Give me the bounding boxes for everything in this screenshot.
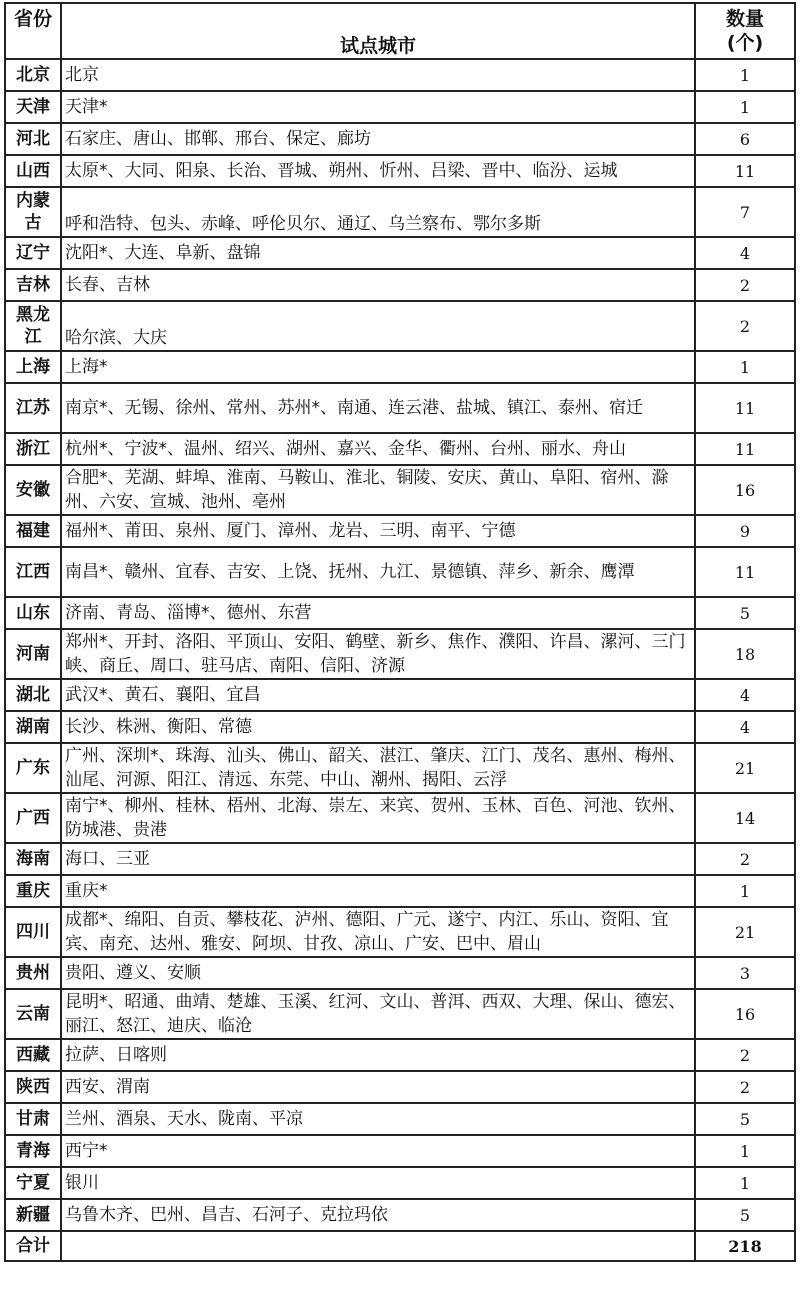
table-row — [5, 301, 795, 351]
cities-cell: 武汉*、黄石、襄阳、宜昌 — [61, 679, 695, 711]
table-row — [5, 59, 795, 91]
province-cell: 新疆 — [5, 1199, 61, 1231]
cities-cell: 天津* — [61, 91, 695, 123]
table-row — [5, 1199, 795, 1231]
province-cell: 四川 — [5, 907, 61, 957]
province-cell: 吉林 — [5, 269, 61, 301]
count-cell: 2 — [695, 301, 795, 351]
cities-cell: 石家庄、唐山、邯郸、邢台、保定、廊坊 — [61, 123, 695, 155]
cities-cell: 乌鲁木齐、巴州、昌吉、石河子、克拉玛依 — [61, 1199, 695, 1231]
header-count-line2: (个) — [726, 32, 764, 54]
cities-cell: 长春、吉林 — [61, 269, 695, 301]
table-row — [5, 743, 795, 793]
province-cell: 湖南 — [5, 711, 61, 743]
count-cell: 16 — [695, 989, 795, 1039]
cities-cell: 福州*、莆田、泉州、厦门、漳州、龙岩、三明、南平、宁德 — [61, 515, 695, 547]
header-count-line1: 数量 — [725, 8, 764, 30]
cities-cell: 上海* — [61, 351, 695, 383]
count-cell: 7 — [695, 187, 795, 237]
cities-cell: 西宁* — [61, 1135, 695, 1167]
count-cell: 11 — [695, 155, 795, 187]
table-row — [5, 989, 795, 1039]
cities-cell: 哈尔滨、大庆 — [61, 301, 695, 351]
table-row — [5, 711, 795, 743]
province-cell: 福建 — [5, 515, 61, 547]
province-cell: 广西 — [5, 793, 61, 843]
count-cell: 21 — [695, 907, 795, 957]
table-row — [5, 1071, 795, 1103]
count-cell: 1 — [695, 1167, 795, 1199]
count-cell: 11 — [695, 433, 795, 465]
table-row — [5, 1039, 795, 1071]
cities-cell: 昆明*、昭通、曲靖、楚雄、玉溪、红河、文山、普洱、西双、大理、保山、德宏、丽江、怒江、迪庆、临沧 — [61, 989, 695, 1039]
table-row — [5, 679, 795, 711]
count-cell: 6 — [695, 123, 795, 155]
table-row — [5, 433, 795, 465]
table-row — [5, 155, 795, 187]
table-row — [5, 1103, 795, 1135]
count-cell: 4 — [695, 711, 795, 743]
province-cell: 上海 — [5, 351, 61, 383]
province-cell: 内蒙古 — [5, 187, 61, 237]
cities-cell: 贵阳、遵义、安顺 — [61, 957, 695, 989]
cities-cell: 海口、三亚 — [61, 843, 695, 875]
province-cell: 辽宁 — [5, 237, 61, 269]
table-row — [5, 383, 795, 433]
cities-cell: 拉萨、日喀则 — [61, 1039, 695, 1071]
province-cell: 广东 — [5, 743, 61, 793]
table-row — [5, 237, 795, 269]
count-cell: 11 — [695, 383, 795, 433]
cities-cell: 沈阳*、大连、阜新、盘锦 — [61, 237, 695, 269]
cities-cell: 呼和浩特、包头、赤峰、呼伦贝尔、通辽、乌兰察布、鄂尔多斯 — [61, 187, 695, 237]
province-cell: 天津 — [5, 91, 61, 123]
province-cell: 海南 — [5, 843, 61, 875]
count-cell: 5 — [695, 1103, 795, 1135]
cities-cell: 西安、渭南 — [61, 1071, 695, 1103]
table-body — [5, 59, 795, 1231]
province-cell: 重庆 — [5, 875, 61, 907]
total-label: 合计 — [5, 1231, 61, 1261]
cities-cell: 南宁*、柳州、桂林、梧州、北海、崇左、来宾、贺州、玉林、百色、河池、钦州、防城港、贵港 — [61, 793, 695, 843]
province-cell: 山东 — [5, 597, 61, 629]
count-cell: 11 — [695, 547, 795, 597]
total-cities — [61, 1231, 695, 1261]
province-cell: 湖北 — [5, 679, 61, 711]
province-cell: 河南 — [5, 629, 61, 679]
count-cell: 2 — [695, 843, 795, 875]
cities-cell: 太原*、大同、阳泉、长治、晋城、朔州、忻州、吕梁、晋中、临汾、运城 — [61, 155, 695, 187]
count-cell: 14 — [695, 793, 795, 843]
count-cell: 1 — [695, 1135, 795, 1167]
table-row — [5, 597, 795, 629]
cities-cell: 广州、深圳*、珠海、汕头、佛山、韶关、湛江、肇庆、江门、茂名、惠州、梅州、汕尾、河源、阳江、清远、东莞、中山、潮州、揭阳、云浮 — [61, 743, 695, 793]
cities-cell: 合肥*、芜湖、蚌埠、淮南、马鞍山、淮北、铜陵、安庆、黄山、阜阳、宿州、滁州、六安、宣城、池州、亳州 — [61, 465, 695, 515]
table-row — [5, 629, 795, 679]
province-cell: 黑龙江 — [5, 301, 61, 351]
province-cell: 浙江 — [5, 433, 61, 465]
table-row — [5, 351, 795, 383]
cities-cell: 银川 — [61, 1167, 695, 1199]
count-cell: 21 — [695, 743, 795, 793]
header-province: 省份 — [5, 3, 61, 59]
count-cell: 4 — [695, 237, 795, 269]
table-row — [5, 465, 795, 515]
table-row — [5, 1167, 795, 1199]
total-count: 218 — [695, 1231, 795, 1261]
province-cell: 云南 — [5, 989, 61, 1039]
count-cell: 4 — [695, 679, 795, 711]
header-count — [695, 3, 795, 59]
cities-cell: 北京 — [61, 59, 695, 91]
province-cell: 安徽 — [5, 465, 61, 515]
count-cell: 1 — [695, 59, 795, 91]
count-cell: 2 — [695, 1071, 795, 1103]
cities-cell: 南昌*、赣州、宜春、吉安、上饶、抚州、九江、景德镇、萍乡、新余、鹰潭 — [61, 547, 695, 597]
table-row — [5, 875, 795, 907]
pilot-cities-table — [4, 2, 796, 1262]
table-row — [5, 91, 795, 123]
table-row — [5, 957, 795, 989]
count-cell: 1 — [695, 875, 795, 907]
table-row — [5, 1135, 795, 1167]
count-cell: 2 — [695, 1039, 795, 1071]
header-cities: 试点城市 — [61, 3, 695, 59]
count-cell: 18 — [695, 629, 795, 679]
count-cell: 5 — [695, 597, 795, 629]
province-cell: 江苏 — [5, 383, 61, 433]
cities-cell: 长沙、株洲、衡阳、常德 — [61, 711, 695, 743]
count-cell: 5 — [695, 1199, 795, 1231]
table-row — [5, 515, 795, 547]
province-cell: 河北 — [5, 123, 61, 155]
table-row — [5, 123, 795, 155]
cities-cell: 兰州、酒泉、天水、陇南、平凉 — [61, 1103, 695, 1135]
cities-cell: 杭州*、宁波*、温州、绍兴、湖州、嘉兴、金华、衢州、台州、丽水、舟山 — [61, 433, 695, 465]
cities-cell: 济南、青岛、淄博*、德州、东营 — [61, 597, 695, 629]
province-cell: 宁夏 — [5, 1167, 61, 1199]
total-row — [5, 1231, 795, 1261]
table-row — [5, 269, 795, 301]
cities-cell: 重庆* — [61, 875, 695, 907]
count-cell: 16 — [695, 465, 795, 515]
cities-cell: 郑州*、开封、洛阳、平顶山、安阳、鹤壁、新乡、焦作、濮阳、许昌、漯河、三门峡、商丘、周口、驻马店、南阳、信阳、济源 — [61, 629, 695, 679]
table-row — [5, 907, 795, 957]
province-cell: 甘肃 — [5, 1103, 61, 1135]
cities-cell: 南京*、无锡、徐州、常州、苏州*、南通、连云港、盐城、镇江、泰州、宿迁 — [61, 383, 695, 433]
count-cell: 1 — [695, 91, 795, 123]
province-cell: 青海 — [5, 1135, 61, 1167]
province-cell: 西藏 — [5, 1039, 61, 1071]
count-cell: 3 — [695, 957, 795, 989]
count-cell: 9 — [695, 515, 795, 547]
table-header-row — [5, 3, 795, 59]
count-cell: 2 — [695, 269, 795, 301]
count-cell: 1 — [695, 351, 795, 383]
table-row — [5, 843, 795, 875]
table-row — [5, 793, 795, 843]
province-cell: 山西 — [5, 155, 61, 187]
cities-cell: 成都*、绵阳、自贡、攀枝花、泸州、德阳、广元、遂宁、内江、乐山、资阳、宜宾、南充、达州、雅安、阿坝、甘孜、凉山、广安、巴中、眉山 — [61, 907, 695, 957]
table-row — [5, 187, 795, 237]
province-cell: 北京 — [5, 59, 61, 91]
province-cell: 陕西 — [5, 1071, 61, 1103]
province-cell: 贵州 — [5, 957, 61, 989]
table-row — [5, 547, 795, 597]
province-cell: 江西 — [5, 547, 61, 597]
